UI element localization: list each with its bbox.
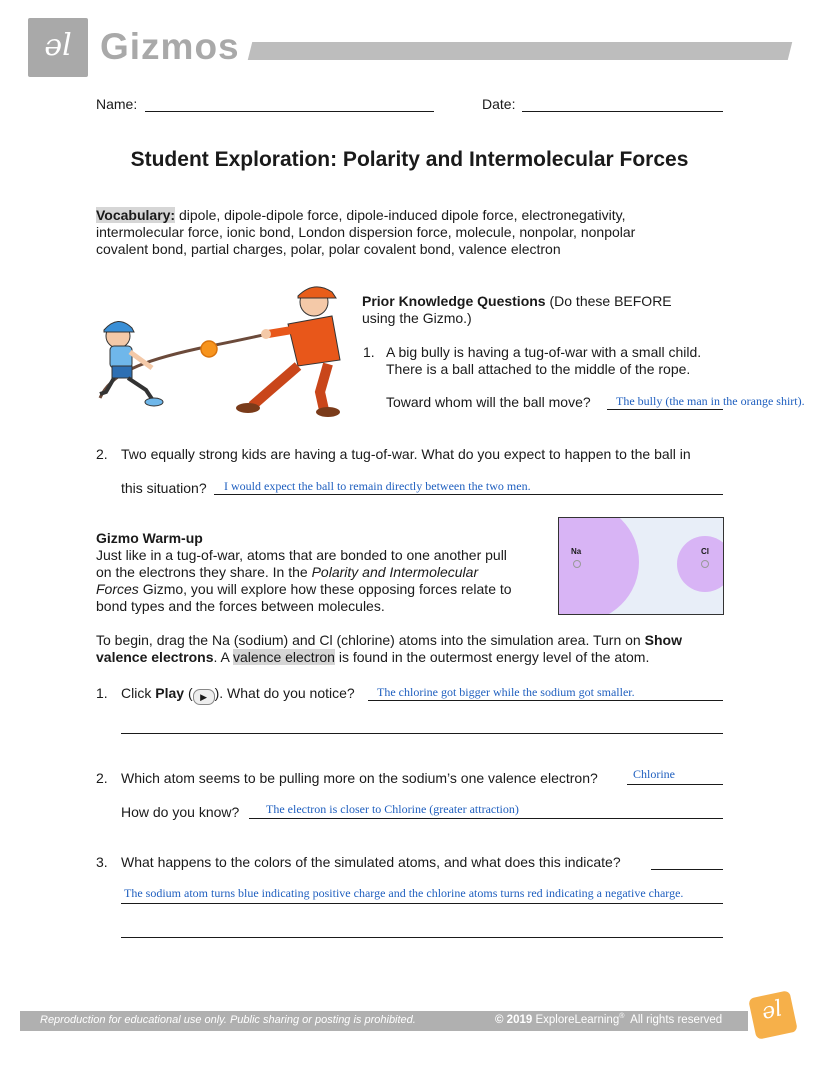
warmup-line-2-italic: Polarity and Intermolecular bbox=[311, 564, 479, 580]
prior-q2-prompt: this situation? bbox=[121, 480, 207, 496]
q3-answer-line-2[interactable] bbox=[121, 903, 723, 904]
q1-click: Click bbox=[121, 685, 152, 701]
footer-logo-text: əl bbox=[759, 996, 785, 1025]
explorelearning-logo bbox=[28, 18, 88, 77]
warmup-heading: Gizmo Warm-up bbox=[96, 530, 203, 546]
vocabulary-block bbox=[96, 207, 736, 258]
chlorine-label: Cl bbox=[701, 547, 709, 556]
prior-q2-number: 2. bbox=[96, 446, 108, 462]
footer-copyright bbox=[495, 1013, 722, 1026]
q3-text: What happens to the colors of the simulated atoms, and what does this indicate? bbox=[121, 854, 621, 870]
prior-q1-prompt: Toward whom will the ball move? bbox=[386, 394, 591, 410]
q2-answer: Chlorine bbox=[633, 767, 675, 781]
gizmos-brand: Gizmos bbox=[100, 26, 240, 67]
footer-logo-icon bbox=[748, 990, 798, 1040]
begin-show: Show bbox=[644, 632, 682, 648]
prior-q1-line-1: A big bully is having a tug-of-war with a small child. bbox=[386, 344, 702, 360]
prior-heading-bold: Prior Knowledge Questions bbox=[362, 293, 546, 309]
q1-paren: ( bbox=[187, 685, 193, 701]
q3-answer-line-3[interactable] bbox=[121, 937, 723, 938]
begin-line-1: To begin, drag the Na (sodium) and Cl (chlorine) atoms into the simulation area. Turn on bbox=[96, 632, 641, 648]
q1-question: ). What do you notice? bbox=[214, 685, 355, 701]
q3-number: 3. bbox=[96, 854, 108, 870]
q1-number: 1. bbox=[96, 685, 108, 701]
prior-q1-text bbox=[386, 344, 736, 378]
warmup-line-2: on the electrons they share. In the bbox=[96, 564, 308, 580]
q1-answer-line-2[interactable] bbox=[121, 733, 723, 734]
prior-q1-answer: The bully (the man in the orange shirt). bbox=[616, 394, 805, 408]
footer-registered: ® bbox=[619, 1013, 625, 1020]
warmup-line-4: bond types and the forces between molecules. bbox=[96, 598, 385, 614]
q3-answer-line[interactable] bbox=[651, 869, 723, 870]
prior-q1-line-2: There is a ball attached to the middle of the rope. bbox=[386, 361, 691, 377]
header-bar bbox=[248, 42, 792, 60]
footer-rights: All rights reserved bbox=[630, 1013, 723, 1026]
prior-q2-answer-line[interactable] bbox=[214, 494, 723, 495]
q3-answer: The sodium atom turns blue indicating positive charge and the chlorine atoms turns red indicating a negative charge. bbox=[124, 886, 684, 900]
warmup-block bbox=[96, 530, 546, 615]
warmup-line-3-italic: Forces bbox=[96, 581, 139, 597]
date-label: Date: bbox=[482, 96, 516, 112]
logo-text: əl bbox=[44, 28, 72, 63]
q2-how-label: How do you know? bbox=[121, 804, 240, 820]
q1-play: Play bbox=[155, 685, 185, 701]
begin-valence-highlight: valence electron bbox=[232, 649, 335, 665]
vocab-line-3: covalent bond, partial charges, polar, polar covalent bond, valence electron bbox=[96, 241, 561, 257]
footer-year: © 2019 bbox=[495, 1013, 533, 1026]
name-label: Name: bbox=[96, 96, 138, 112]
warmup-line-1: Just like in a tug-of-war, atoms that are bonded to one another pull bbox=[96, 547, 507, 563]
footer-brand: ExploreLearning bbox=[535, 1013, 620, 1026]
vocab-line-1: dipole, dipole-dipole force, dipole-induced dipole force, electronegativity, bbox=[179, 207, 626, 223]
q2-answer-line[interactable] bbox=[627, 784, 723, 785]
footer-disclaimer: Reproduction for educational use only. Public sharing or posting is prohibited. bbox=[40, 1014, 416, 1026]
q1-text bbox=[121, 685, 355, 705]
q2-number: 2. bbox=[96, 770, 108, 786]
prior-heading-line-2: using the Gizmo.) bbox=[362, 310, 472, 326]
vocabulary-label: Vocabulary: bbox=[96, 207, 176, 223]
begin-instructions bbox=[96, 632, 736, 666]
page-title: Student Exploration: Polarity and Intermolecular Forces bbox=[130, 148, 689, 171]
q1-answer-line[interactable] bbox=[368, 700, 723, 701]
tug-of-war-illustration bbox=[92, 280, 352, 420]
prior-q1-answer-line[interactable] bbox=[607, 409, 723, 410]
q2-how-answer: The electron is closer to Chlorine (greater attraction) bbox=[266, 802, 519, 816]
simulation-preview bbox=[558, 517, 724, 615]
begin-valence-bold: valence electrons bbox=[96, 649, 214, 665]
q2-how-answer-line[interactable] bbox=[249, 818, 723, 819]
name-field[interactable] bbox=[145, 111, 434, 112]
simulation-atoms bbox=[559, 518, 723, 614]
prior-knowledge-heading bbox=[362, 293, 722, 327]
prior-q2-line-1: Two equally strong kids are having a tug-of-war. What do you expect to happen to the ball in bbox=[121, 446, 691, 462]
sodium-label: Na bbox=[571, 547, 582, 556]
play-button-icon[interactable]: ▶ bbox=[193, 689, 215, 705]
prior-heading-rest: (Do these BEFORE bbox=[549, 293, 672, 309]
prior-q1-number: 1. bbox=[363, 344, 375, 360]
prior-q2-answer: I would expect the ball to remain directly between the two men. bbox=[224, 479, 531, 493]
warmup-line-3: Gizmo, you will explore how these opposing forces relate to bbox=[142, 581, 512, 597]
vocab-line-2: intermolecular force, ionic bond, London dispersion force, molecule, nonpolar, nonpolar bbox=[96, 224, 636, 240]
date-field[interactable] bbox=[522, 111, 723, 112]
begin-line-2a: . A bbox=[213, 649, 230, 665]
q1-answer: The chlorine got bigger while the sodium got smaller. bbox=[377, 685, 635, 699]
q2-text: Which atom seems to be pulling more on the sodium’s one valence electron? bbox=[121, 770, 598, 786]
begin-line-2b: is found in the outermost energy level of the atom. bbox=[338, 649, 650, 665]
